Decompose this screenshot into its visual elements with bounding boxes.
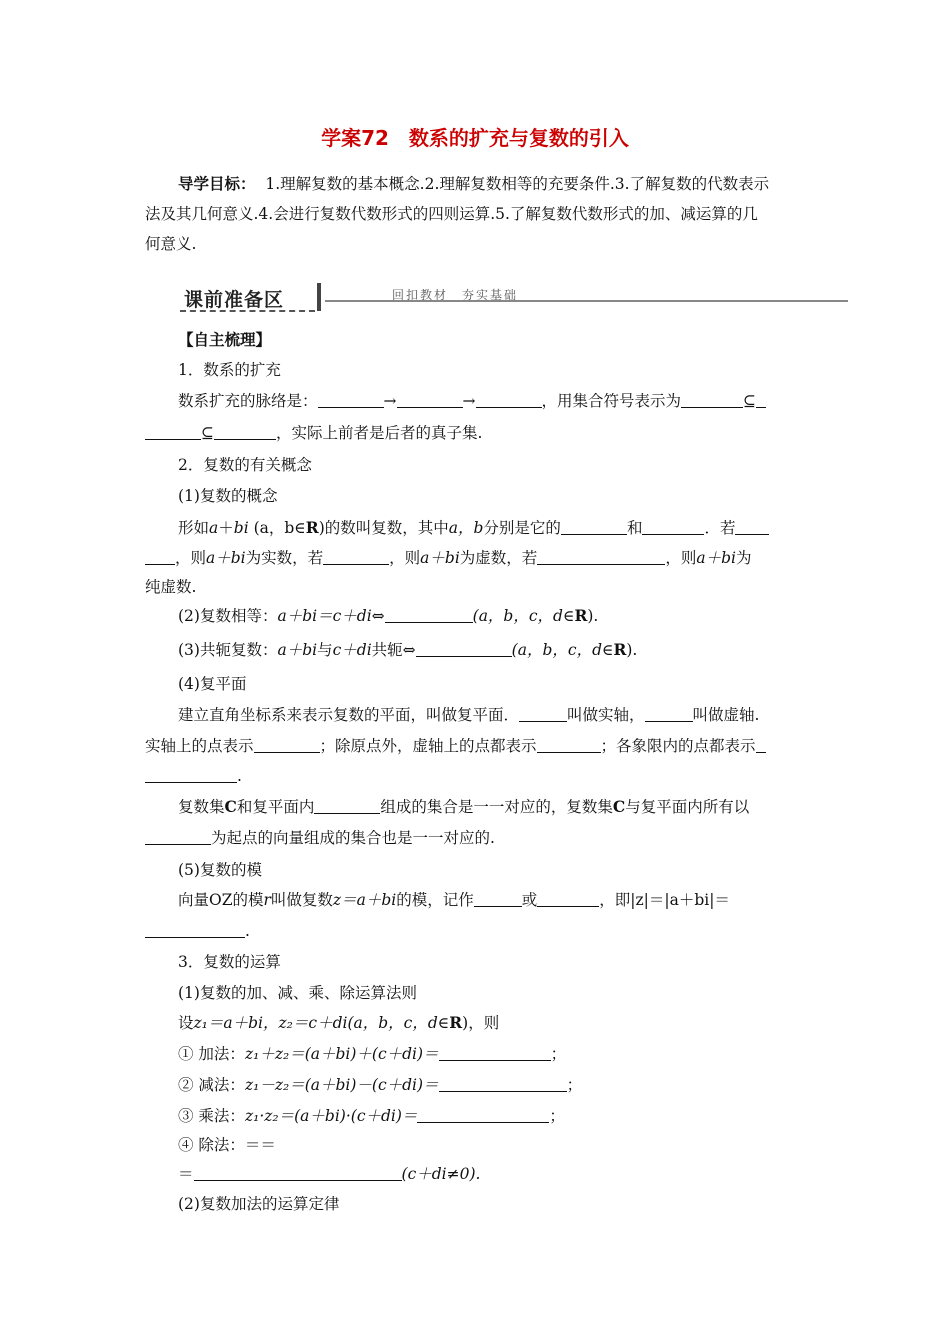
s2-h1: (1)复数的概念 — [178, 487, 278, 505]
s3-heading: 3．复数的运算 — [178, 953, 281, 971]
set-R: R — [613, 640, 627, 659]
blank — [476, 392, 542, 408]
subset-symbol: ⊆ — [743, 392, 757, 410]
text: 叫做复数 — [270, 891, 333, 909]
text: ② 减法： — [178, 1076, 245, 1094]
section-banner — [180, 283, 848, 313]
text: 与 — [317, 641, 333, 659]
expr: z₁＋z₂＝(a＋bi)＋(c＋di)＝ — [244, 1045, 439, 1063]
s1-text: ，实际上前者是后者的真子集. — [276, 424, 483, 442]
text: ③ 乘法： — [178, 1107, 245, 1125]
s1-text: 数系扩充的脉络是： — [178, 392, 318, 410]
section-label: 【自主梳理】 — [178, 330, 272, 349]
blank — [323, 549, 389, 565]
s2-line-3: 纯虚数. — [145, 578, 197, 596]
arrow: → — [383, 392, 397, 410]
s2-h2-line — [178, 606, 598, 626]
s2-p4b-line — [145, 736, 766, 756]
goal-line-1 — [178, 174, 769, 194]
text: (a，b∈ — [248, 519, 306, 537]
text: ，即|z|＝|a＋bi|＝ — [599, 891, 730, 909]
blank — [537, 549, 665, 565]
text: 的模，记作 — [396, 891, 474, 909]
set-C: C — [612, 797, 626, 816]
text: ，则 — [389, 549, 421, 567]
blank — [318, 392, 384, 408]
blank — [145, 767, 237, 783]
s2-p5-line-2 — [145, 921, 250, 941]
s3-set-line — [178, 1013, 499, 1033]
page-title: 学案72 数系的扩充与复数的引入 — [321, 126, 629, 150]
expr: a＋bi — [277, 641, 318, 659]
blank — [537, 737, 601, 753]
text: . — [245, 922, 250, 940]
set-R: R — [305, 518, 319, 537]
blank — [397, 392, 463, 408]
text: 为 — [735, 549, 752, 567]
blank — [735, 519, 769, 535]
blank — [439, 1076, 567, 1092]
var: bi — [233, 519, 249, 537]
s1-text: ，用集合符号表示为 — [541, 392, 682, 410]
blank — [417, 1107, 549, 1123]
blank — [145, 829, 211, 845]
expr: c＋di — [332, 641, 372, 659]
text: 分别是它的 — [483, 519, 561, 537]
goal-line-3: 何意义. — [145, 235, 197, 253]
goal-text-1: 1.理解复数的基本概念.2.理解复数相等的充要条件.3.了解复数的代数表示 — [265, 175, 770, 193]
text: 设 — [178, 1014, 194, 1032]
expr: a＋bi＝c＋di⇔ — [277, 607, 385, 625]
blank — [314, 798, 380, 814]
banner-dash-underline — [180, 310, 315, 312]
s3-h1: (1)复数的加、减、乘、除运算法则 — [178, 984, 417, 1002]
s1-heading: 1．数系的扩充 — [178, 361, 281, 379]
set-R: R — [449, 1013, 463, 1032]
s2-p4d-line — [145, 828, 495, 848]
set-C: C — [224, 797, 237, 816]
expr: z₁＝a＋bi，z₂＝c＋di(a，b，c，d∈ — [193, 1014, 450, 1032]
blank — [561, 519, 627, 535]
s2-h3-line — [178, 640, 637, 660]
blank — [145, 922, 245, 938]
blank — [145, 424, 201, 440]
banner-title: 课前准备区 — [184, 289, 285, 311]
blank — [214, 424, 276, 440]
text: ．若 — [704, 519, 736, 537]
expr: z₁·z₂＝(a＋bi)·(c＋di)＝ — [244, 1107, 418, 1125]
text: (2)复数相等： — [178, 607, 278, 625]
s2-p4b-line-2 — [145, 766, 242, 786]
text: ； — [566, 1076, 583, 1094]
expr: a＋bi — [696, 549, 736, 567]
s3-add-line — [178, 1044, 566, 1064]
text: 共轭⇔ — [371, 641, 416, 659]
s2-h4: (4)复平面 — [178, 675, 247, 693]
blank — [145, 549, 175, 565]
expr: (c＋di≠0). — [401, 1165, 481, 1183]
blank — [645, 706, 693, 722]
set-R: R — [574, 606, 588, 625]
s3-mul-line — [178, 1106, 565, 1126]
banner-subtitle: 回扣教材 夯实基础 — [392, 288, 519, 302]
text: (3)共轭复数： — [178, 641, 278, 659]
s2-heading: 2．复数的有关概念 — [178, 456, 312, 474]
blank — [439, 1045, 551, 1061]
text: 建立直角坐标系来表示复数的平面，叫做复平面． — [178, 706, 520, 724]
text: 与复平面内所有以 — [625, 798, 750, 816]
s2-line-2 — [145, 548, 751, 568]
blank — [194, 1165, 402, 1181]
blank — [416, 641, 512, 657]
s2-p4c-line — [178, 797, 749, 817]
text: ). — [587, 607, 599, 625]
text: ； — [549, 1107, 565, 1125]
s3-sub-line — [178, 1075, 582, 1095]
text: )，则 — [462, 1014, 500, 1032]
text: 形如 — [178, 519, 210, 537]
text: . — [237, 767, 242, 785]
expr: (a，b，c，d∈ — [511, 641, 614, 659]
text: 实轴上的点表示 — [145, 737, 254, 755]
s1-line-2 — [145, 423, 482, 443]
text: 或 — [521, 891, 538, 909]
text: 为虚数，若 — [459, 549, 538, 567]
text: 为实数，若 — [245, 549, 324, 567]
text: ，则 — [665, 549, 697, 567]
var: r — [263, 891, 271, 909]
s2-h5: (5)复数的模 — [178, 861, 262, 879]
text: 为起点的向量组成的集合也是一一对应的. — [211, 829, 495, 847]
text: ＝ — [178, 1165, 194, 1183]
s2-p4a-line — [178, 705, 759, 725]
blank — [474, 891, 522, 907]
s2-line-1 — [178, 518, 769, 538]
text: ＋ — [218, 519, 234, 537]
blank — [254, 737, 320, 753]
expr: z₁－z₂＝(a＋bi)－(c＋di)＝ — [244, 1076, 439, 1094]
blank — [681, 392, 743, 408]
text: ). — [626, 641, 638, 659]
var: a，b — [448, 519, 484, 537]
blank — [519, 706, 567, 722]
text: ；各象限内的点都表示 — [600, 737, 756, 755]
blank — [756, 392, 766, 408]
text: 向量OZ的模 — [178, 891, 264, 909]
goal-label: 导学目标： — [178, 174, 256, 193]
blank — [642, 519, 704, 535]
blank — [756, 737, 766, 753]
text: 复数集 — [178, 798, 225, 816]
text: 叫做虚轴. — [692, 706, 760, 724]
text: ，则 — [175, 549, 207, 567]
s3-div-line: ④ 除法：＝＝ — [178, 1136, 276, 1154]
var: a — [209, 519, 219, 537]
blank — [537, 891, 599, 907]
s2-p5-line — [178, 890, 730, 910]
s1-line-1 — [178, 391, 766, 411]
text: ① 加法： — [178, 1045, 245, 1063]
text: )的数叫复数，其中 — [318, 519, 449, 537]
text: 和 — [626, 519, 643, 537]
s3-div-line-2 — [178, 1164, 480, 1184]
arrow: → — [462, 392, 476, 410]
expr: a＋bi — [420, 549, 460, 567]
text: 和复平面内 — [236, 798, 315, 816]
s3-h2: (2)复数加法的运算定律 — [178, 1195, 340, 1213]
blank — [385, 607, 473, 623]
text: 叫做实轴， — [567, 706, 645, 724]
expr: (a，b，c，d∈ — [472, 607, 575, 625]
banner-divider — [317, 283, 321, 311]
goal-line-2: 法及其几何意义.4.会进行复数代数形式的四则运算.5.了解复数代数形式的加、减运算的几 — [145, 205, 758, 223]
expr: a＋bi — [206, 549, 246, 567]
text: ； — [550, 1045, 567, 1063]
text: 组成的集合是一一对应的，复数集 — [380, 798, 613, 816]
expr: z＝a＋bi — [332, 891, 397, 909]
text: ；除原点外，虚轴上的点都表示 — [319, 737, 537, 755]
subset-symbol: ⊆ — [201, 424, 214, 442]
